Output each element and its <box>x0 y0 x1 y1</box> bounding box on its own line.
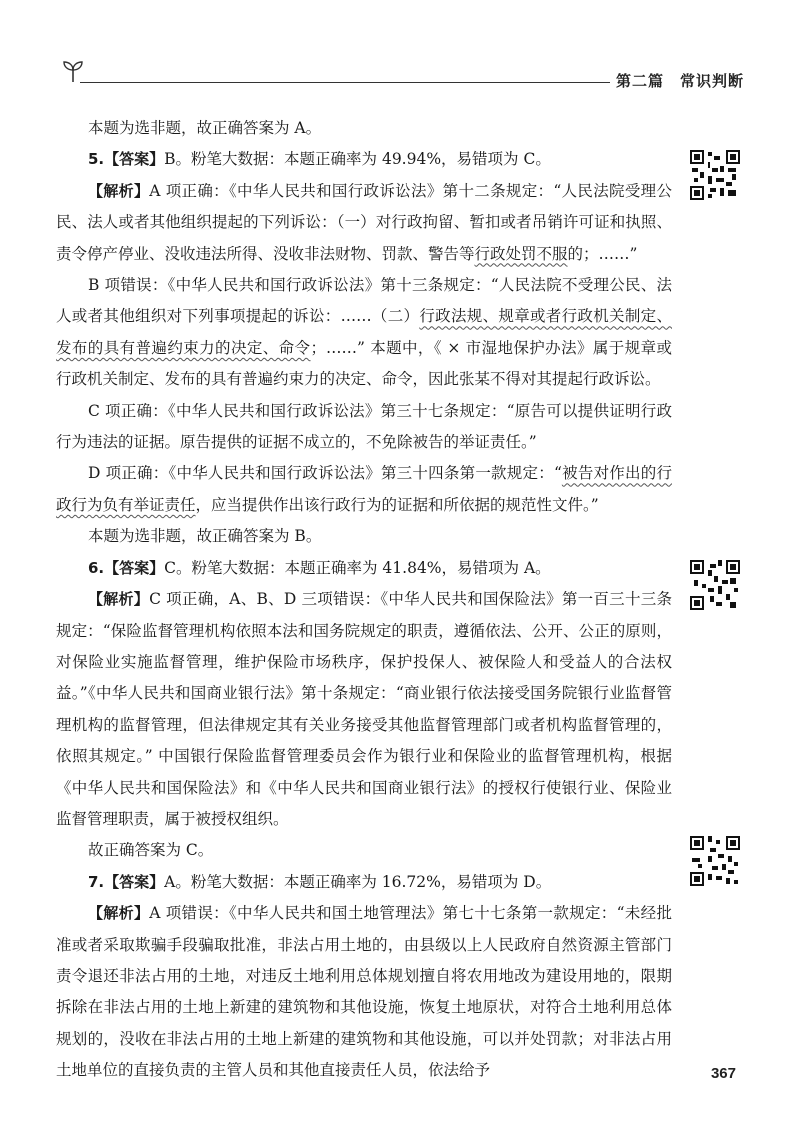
q5-analysis-c: C 项正确：《中华人民共和国行政诉讼法》第三十七条规定：“原告可以提供证明行政行为违法的证据。原告提供的证据不成立的，不免除被告的举证责任。” <box>56 401 672 452</box>
qr-code-icon <box>690 560 740 610</box>
analysis-tag: 【解析】 <box>88 590 150 609</box>
q6-conclusion: 故正确答案为 C。 <box>88 841 214 860</box>
analysis-tag: 【解析】 <box>88 181 150 200</box>
q6-analysis: 【解析】C 项正确，A、B、D 三项错误：《中华人民共和国保险法》第一百三十三条规定：“保险监督管理机构依照本法和国务院规定的职责，遵循依法、公开、公正的原则，对保险业实施监督管理，维护保险市场秩序，保护投保人、被保险人和受益人的合法权益。”《中华人民共和国商业银行法》第十条规定：“商业银行依法接受国务院银行业监督管理机构的监督管理，但法律规定其有关业务接受其他监督管理部门或者机构监督管理的，依照其规定。” 中国银行保险监督管理委员会作为银行业和保险业的监督管理机构，根据《中华人民共和国保险法》和《中华人民共和国商业银行法》的授权行使银行业、保险业监督管理职责，属于被授权组织。 <box>56 590 672 828</box>
q7-analysis: 【解析】A 项错误：《中华人民共和国土地管理法》第七十七条第一款规定：“未经批准或者采取欺骗手段骗取批准，非法占用土地的，由县级以上人民政府自然资源主管部门责令退还非法占用的土地，对违反土地利用总体规划擅自将农用地改为建设用地的，限期拆除在非法占用的土地上新建的建筑物和其他设施，恢复土地原状，对符合土地利用总体规划的，没收在非法占用的土地上新建的建筑物和其他设施，可以并处罚款；对非法占用土地单位的直接负责的主管人员和其他直接责任人员，依法给予 <box>56 904 672 1080</box>
qr-code-icon <box>690 836 740 886</box>
answer-tag: 6.【答案】 <box>88 558 165 577</box>
analysis-tag: 【解析】 <box>88 904 150 923</box>
q5-answer: 5.【答案】B。粉笔大数据：本题正确率为 49.94%，易错项为 C。 <box>88 150 551 169</box>
section-title: 第二篇 常识判断 <box>615 72 744 90</box>
header-rule <box>80 82 610 83</box>
q5-analysis-b: B 项错误：《中华人民共和国行政诉讼法》第十三条规定：“人民法院不受理公民、法人或者其他组织对下列事项提起的诉讼：……（二）行政法规、规章或者行政机关制定、发布的具有普遍约束力的决定、命令；……” 本题中，《 × 市湿地保护办法》属于规章或行政机关制定、发布的具有普遍约束力的决定、命令，因此张某不得对其提起行政诉讼。 <box>56 276 672 389</box>
page-body <box>56 113 672 1087</box>
page-number: 367 <box>710 1065 736 1082</box>
q6-answer: 6.【答案】C。粉笔大数据：本题正确率为 41.84%，易错项为 A。 <box>88 558 551 577</box>
answer-tag: 7.【答案】 <box>88 872 165 891</box>
q5-analysis-d: D 项正确：《中华人民共和国行政诉讼法》第三十四条第一款规定：“被告对作出的行政行为负有举证责任，应当提供作出该行政行为的证据和所依据的规范性文件。” <box>56 464 672 514</box>
sprout-icon <box>60 58 86 84</box>
q7-answer: 7.【答案】A。粉笔大数据：本题正确率为 16.72%，易错项为 D。 <box>88 872 552 891</box>
q5-conclusion: 本题为选非题，故正确答案为 B。 <box>88 527 322 546</box>
qr-code-icon <box>690 150 740 200</box>
q4-conclusion: 本题为选非题，故正确答案为 A。 <box>88 119 322 137</box>
q5-analysis-a: 【解析】A 项正确：《中华人民共和国行政诉讼法》第十二条规定：“人民法院受理公民、法人或者其他组织提起的下列诉讼：（一）对行政拘留、暂扣或者吊销许可证和执照、责令停产停业、没收违法所得、没收非法财物、罚款、警告等行政处罚不服的；……” <box>56 181 672 263</box>
answer-tag: 5.【答案】 <box>88 150 165 169</box>
